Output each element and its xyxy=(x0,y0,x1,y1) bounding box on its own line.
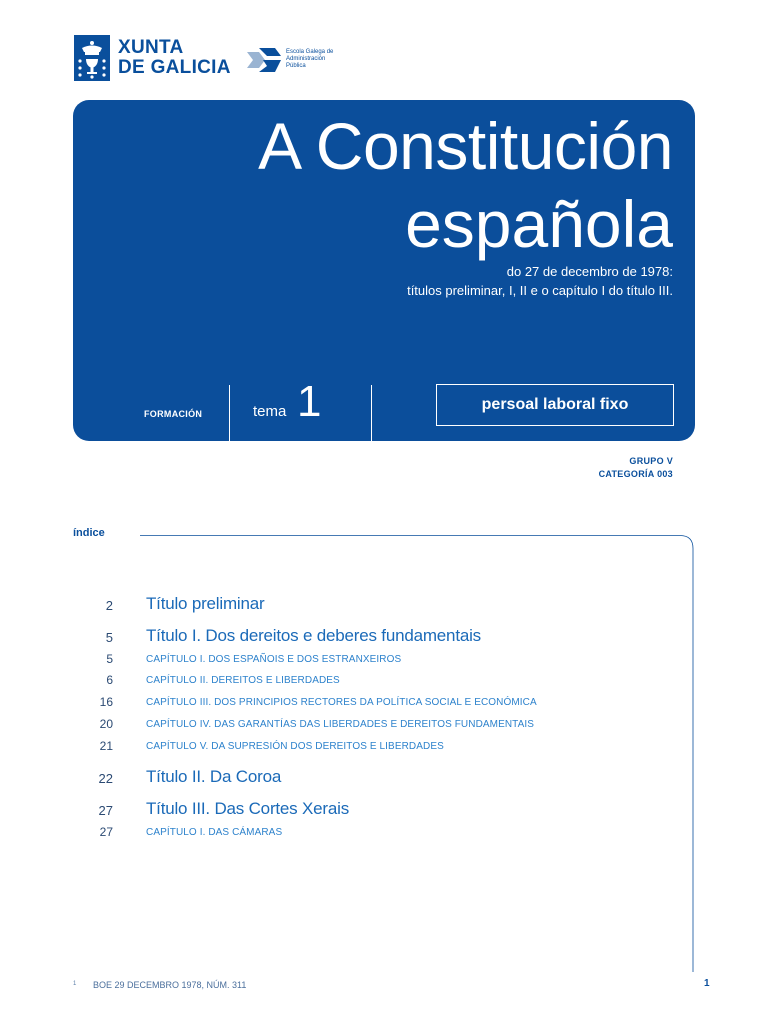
toc-title[interactable]: CAPÍTULO I. DAS CÁMARAS xyxy=(146,827,283,838)
document-subtitle xyxy=(407,262,673,300)
toc-title[interactable]: CAPÍTULO III. DOS PRINCIPIOS RECTORES DA POLÍTICA SOCIAL E ECONÓMICA xyxy=(146,697,537,708)
toc-title[interactable]: CAPÍTULO V. DA SUPRESIÓN DOS DEREITOS E LIBERDADES xyxy=(146,741,444,752)
footnote-text: BOE 29 DECEMBRO 1978, NÚM. 311 xyxy=(93,980,247,990)
subtitle-line2: títulos preliminar, I, II e o capítulo I do título III. xyxy=(407,283,673,298)
toc-page-number: 27 xyxy=(98,803,113,818)
egap-mark-icon xyxy=(245,46,283,74)
page-number: 1 xyxy=(704,978,710,989)
audience-label: persoal laboral fixo xyxy=(481,396,629,413)
toc-title[interactable]: CAPÍTULO II. DEREITOS E LIBERDADES xyxy=(146,675,340,686)
toc-page-number: 6 xyxy=(106,673,113,687)
toc-page-number: 21 xyxy=(99,739,113,753)
subtitle-line1: do 27 de decembro de 1978: xyxy=(506,264,673,279)
grupo-categoria xyxy=(599,455,673,481)
toc-title[interactable]: CAPÍTULO IV. DAS GARANTÍAS DAS LIBERDADES E DEREITOS FUNDAMENTAIS xyxy=(146,719,535,730)
toc-page-number: 16 xyxy=(99,695,113,709)
tema-label: tema xyxy=(253,403,287,420)
toc-title[interactable]: CAPÍTULO I. DOS ESPAÑOIS E DOS ESTRANXEIROS xyxy=(146,654,402,665)
index-heading: índice xyxy=(73,527,105,539)
document-title-line2: española xyxy=(405,187,673,261)
toc-page-number: 5 xyxy=(106,652,113,666)
galicia-coat-of-arms-icon xyxy=(74,35,110,81)
toc-title[interactable]: Título I. Dos dereitos e deberes fundamentais xyxy=(146,626,481,645)
toc-title[interactable]: Título II. Da Coroa xyxy=(146,767,282,786)
footnote-marker: 1 xyxy=(73,981,77,987)
toc-page-number: 27 xyxy=(99,825,113,839)
formacion-label: FORMACIÓN xyxy=(144,409,203,419)
toc-page-number: 2 xyxy=(105,598,113,613)
grupo-line: GRUPO V xyxy=(629,456,673,466)
xunta-logo-line2: DE GALICIA xyxy=(118,57,231,78)
egap-logo xyxy=(245,46,375,76)
toc-title[interactable]: Título preliminar xyxy=(146,594,265,613)
cover-divider xyxy=(229,385,230,441)
categoria-line: CATEGORÍA 003 xyxy=(598,469,673,479)
tema-number: 1 xyxy=(297,377,322,426)
toc-title[interactable]: Título III. Das Cortes Xerais xyxy=(146,799,349,818)
cover-divider xyxy=(371,385,372,441)
toc-page-number: 5 xyxy=(105,630,113,645)
egap-logo-text: Escola Galega de Administración Pública xyxy=(286,49,334,69)
xunta-de-galicia-logo xyxy=(74,35,234,81)
toc-page-number: 22 xyxy=(98,771,113,786)
document-title-line1: A Constitución xyxy=(258,109,673,183)
toc-page-number: 20 xyxy=(99,717,113,731)
xunta-logo-text xyxy=(118,38,231,78)
xunta-logo-line1: XUNTA xyxy=(118,37,184,58)
